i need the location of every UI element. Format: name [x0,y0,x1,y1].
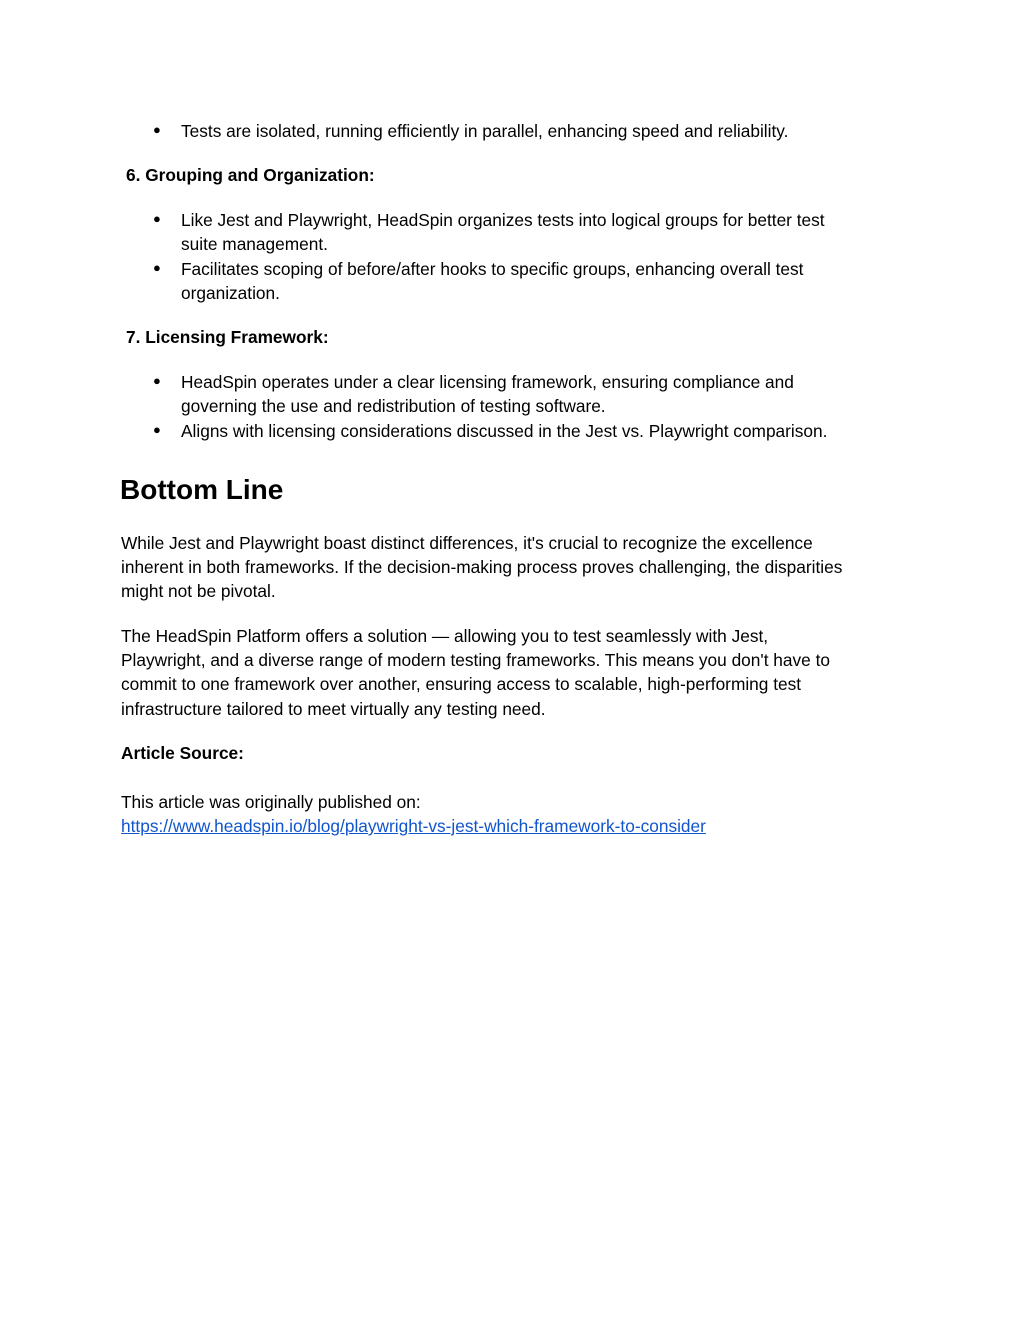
bullet-text: Facilitates scoping of before/after hooks to specific groups, enhancing overall test [181,259,804,279]
bottom-line-paragraph-1-line: While Jest and Playwright boast distinct differences, it's crucial to recognize the excellence [121,533,813,553]
bullet-icon: ● [153,211,161,226]
bottom-line-paragraph-2-line: Playwright, and a diverse range of modern testing frameworks. This means you don't have to [121,650,830,670]
article-source-intro: This article was originally published on: [121,792,421,812]
bottom-line-paragraph-2-line: commit to one framework over another, ensuring access to scalable, high-performing test [121,674,802,694]
article-source-label: Article Source: [121,743,244,763]
bullet-text: Aligns with licensing considerations discussed in the Jest vs. Playwright comparison. [181,421,828,441]
bottom-line-paragraph-2-line: infrastructure tailored to meet virtually any testing need. [121,699,546,719]
bottom-line-heading: Bottom Line [120,474,284,505]
bullet-text: suite management. [181,234,328,254]
bullet-text: HeadSpin operates under a clear licensing framework, ensuring compliance and [181,372,794,392]
bullet-text: Tests are isolated, running efficiently in parallel, enhancing speed and reliability. [181,121,789,141]
bullet-icon: ● [153,260,161,275]
section-heading-licensing: 7. Licensing Framework: [126,327,329,347]
bullet-icon: ● [153,122,161,137]
section-heading-grouping: 6. Grouping and Organization: [126,165,375,185]
bullet-text: organization. [181,283,280,303]
bottom-line-paragraph-1-line: inherent in both frameworks. If the decision-making process proves challenging, the disparities [121,557,843,577]
article-source-link[interactable]: https://www.headspin.io/blog/playwright-vs-jest-which-framework-to-consider [121,816,706,836]
bottom-line-paragraph-2-line: The HeadSpin Platform offers a solution — allowing you to test seamlessly with Jest, [121,626,769,646]
bullet-icon: ● [153,422,161,437]
bullet-text: governing the use and redistribution of testing software. [181,396,606,416]
bullet-text: Like Jest and Playwright, HeadSpin organizes tests into logical groups for better test [181,210,825,230]
bottom-line-paragraph-1-line: might not be pivotal. [121,581,276,601]
bullet-icon: ● [153,373,161,388]
